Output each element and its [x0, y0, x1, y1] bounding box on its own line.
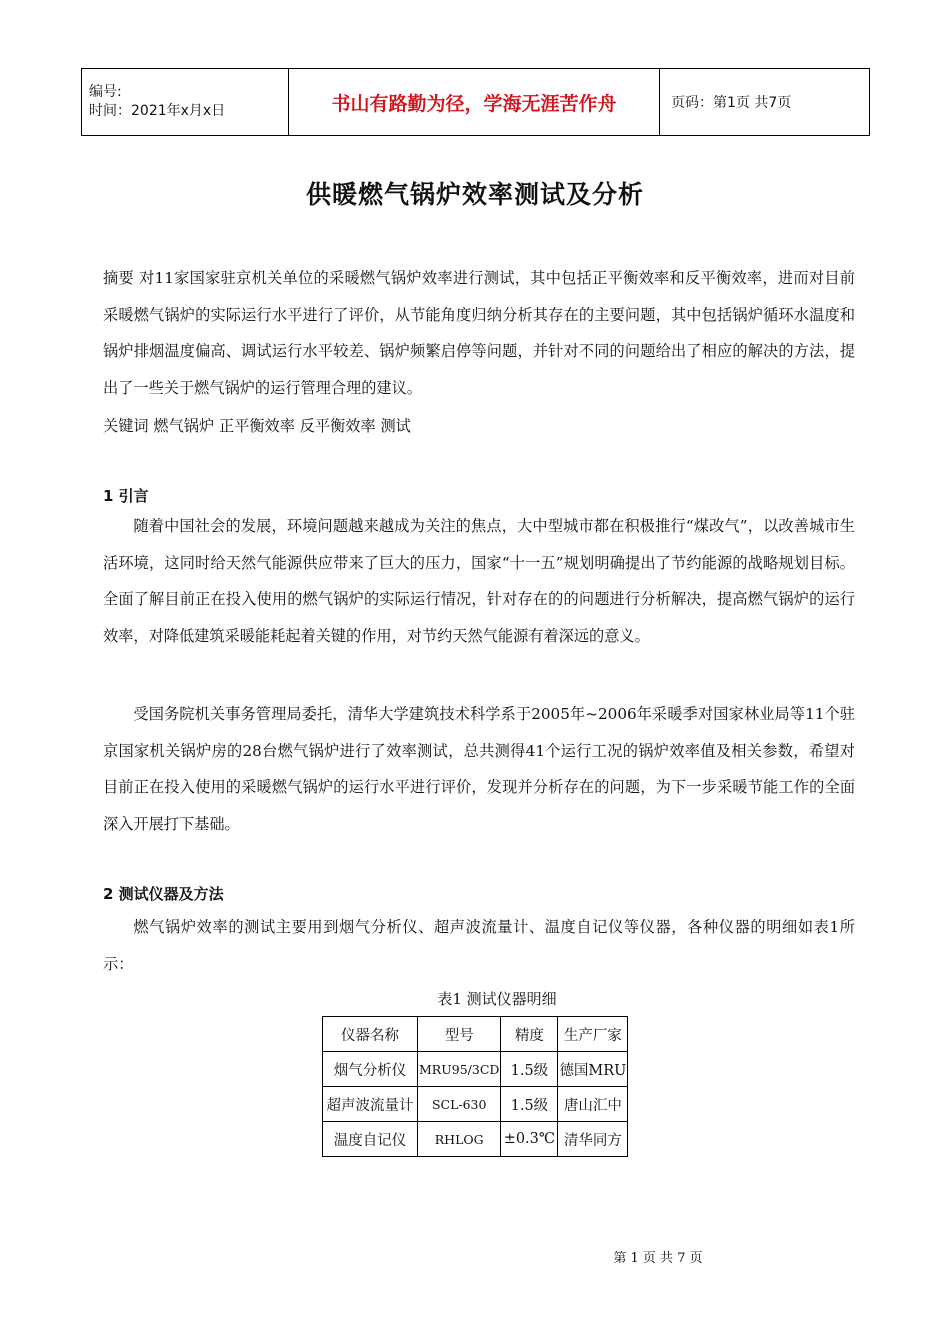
document-header — [81, 68, 870, 136]
table-cell: ±0.3℃ — [501, 1122, 558, 1157]
table-cell: 德国MRU — [558, 1052, 628, 1087]
instrument-table — [322, 1016, 628, 1157]
table-cell: SCL-630 — [418, 1087, 501, 1122]
instruments-paragraph: 燃气锅炉效率的测试主要用到烟气分析仪、超声波流量计、温度自记仪等仪器，各种仪器的明细如表1所示： — [103, 918, 855, 973]
table-cell: 温度自记仪 — [323, 1122, 418, 1157]
introduction-paragraph-2: 受国务院机关事务管理局委托，清华大学建筑技术科学系于2005年~2006年采暖季对国家林业局等11个驻京国家机关锅炉房的28台燃气锅炉进行了效率测试，总共测得41个运行工况的锅炉效率值及相关参数，希望对目前正在投入使用的采暖燃气锅炉的运行水平进行评价，发现并分析存在的问题，为下一步采暖节能工作的全面深入开展打下基础。 — [103, 705, 855, 833]
table-header-cell: 生产厂家 — [558, 1017, 628, 1052]
table-row — [323, 1052, 628, 1087]
abstract-paragraph: 摘要 对11家国家驻京机关单位的采暖燃气锅炉效率进行测试，其中包括正平衡效率和反平衡效率，进而对目前采暖燃气锅炉的实际运行水平进行了评价，从节能角度归纳分析其存在的主要问题，其中包括锅炉循环水温度和锅炉排烟温度偏高、调试运行水平较差、锅炉频繁启停等问题，并针对不同的问题给出了相应的解决的方法，提出了一些关于燃气锅炉的运行管理合理的建议。 — [103, 269, 855, 397]
header-motto: 书山有路勤为径，学海无涯苦作舟 — [289, 69, 660, 136]
table-header-cell: 型号 — [418, 1017, 501, 1052]
header-page-info: 页码：第1页 共7页 — [660, 69, 870, 136]
introduction-paragraph-1: 随着中国社会的发展，环境问题越来越成为关注的焦点，大中型城市都在积极推行“煤改气”，以改善城市生活环境，这同时给天然气能源供应带来了巨大的压力，国家“十一五”规划明确提出了节约能源的战略规划目标。全面了解目前正在投入使用的燃气锅炉的实际运行情况，针对存在的的问题进行分析解决，提高燃气锅炉的运行效率，对降低建筑采暖能耗起着关键的作用，对节约天然气能源有着深远的意义。 — [103, 517, 855, 645]
table-cell: 唐山汇中 — [558, 1087, 628, 1122]
table-row — [323, 1122, 628, 1157]
header-number-label: 编号: — [89, 84, 122, 100]
table-cell: MRU95/3CD — [418, 1052, 501, 1087]
keywords-line: 关键词 燃气锅炉 正平衡效率 反平衡效率 测试 — [103, 417, 411, 435]
section-heading-instruments: 2 测试仪器及方法 — [103, 885, 224, 903]
table-cell: 超声波流量计 — [323, 1087, 418, 1122]
table-header-row — [323, 1017, 628, 1052]
table-cell: 清华同方 — [558, 1122, 628, 1157]
table-caption: 表1 测试仪器明细 — [437, 990, 557, 1008]
section-heading-introduction: 1 引言 — [103, 487, 149, 505]
header-meta — [82, 69, 289, 136]
table-header-cell: 精度 — [501, 1017, 558, 1052]
table-header-cell: 仪器名称 — [323, 1017, 418, 1052]
table-row — [323, 1087, 628, 1122]
table-cell: 1.5级 — [501, 1087, 558, 1122]
page-footer: 第 1 页 共 7 页 — [613, 1251, 703, 1266]
document-title: 供暖燃气锅炉效率测试及分析 — [305, 180, 644, 209]
table-cell: 1.5级 — [501, 1052, 558, 1087]
table-cell: RHLOG — [418, 1122, 501, 1157]
header-time-label: 时间：2021年x月x日 — [89, 103, 226, 119]
table-cell: 烟气分析仪 — [323, 1052, 418, 1087]
